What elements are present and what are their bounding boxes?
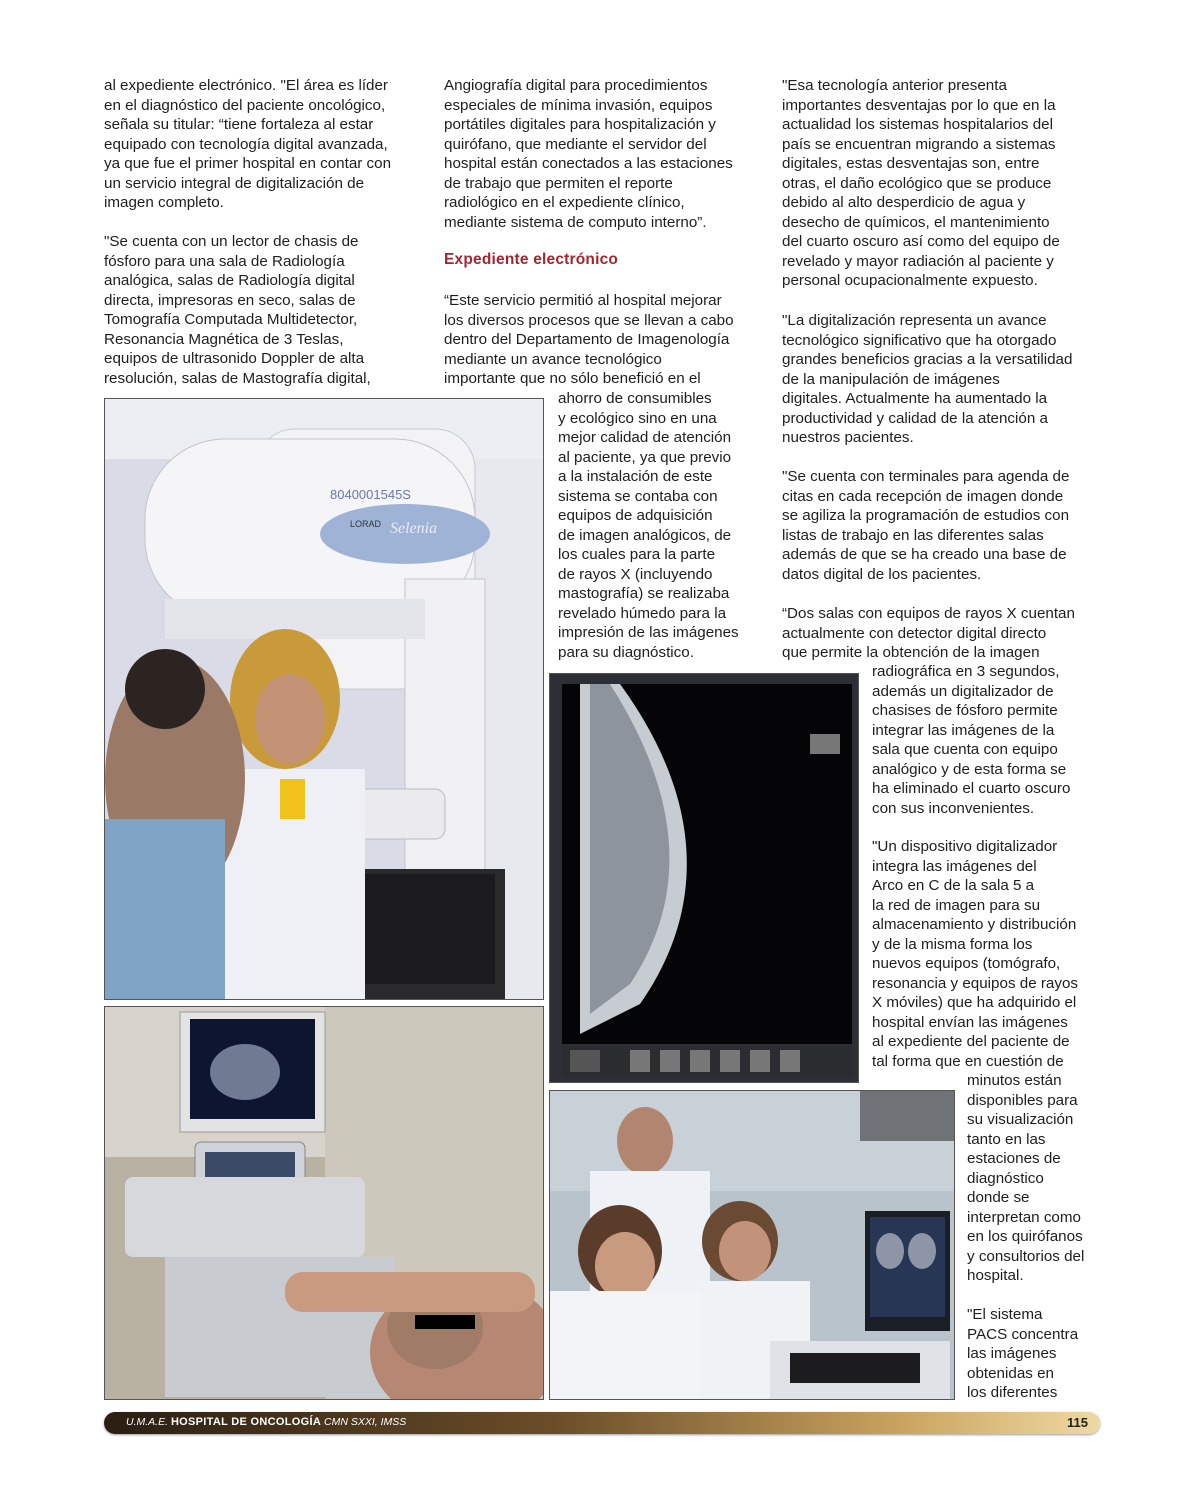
col1-paragraph-1: al expediente electrónico. "El área es líder en el diagnóstico del paciente oncológico, señala su titular: “tiene fortaleza al estar equipado con tecnología digital avanzada, ya que fue el primer hospital en contar con un servicio integral de digitalización de imagen completo. [104, 77, 392, 211]
col3-paragraph-5: "Un dispositivo digitalizador integra las imágenes del Arco en C de la sala 5 a la red de imagen para su almacenamiento y distribución y de la misma forma los nuevos equipos (tomógrafo, resonancia y equipos de rayos X móviles) que ha adquirido el hospital envían las imágenes al expediente del paciente de tal forma que en cuestión de [872, 838, 1079, 1070]
page-footer [104, 1412, 1100, 1434]
mammogram-monitor-photo [549, 673, 859, 1083]
col2-paragraph-2a: “Este servicio permitió al hospital mejorar los diversos procesos que se llevan a cabo dentro del Departamento de Imagenología mediante un avance tecnológico importante que no sólo benefició en el [444, 292, 734, 387]
col3-paragraph-6: "El sistema PACS concentra las imágenes obtenidas en los diferentes [967, 1306, 1079, 1401]
pacs-workstation-photo [549, 1090, 955, 1400]
col3-paragraph-1: "Esa tecnología anterior presenta importantes desventajas por lo que en la actualidad los sistemas hospitalarios del país se encuentran migrando a sistemas digitales, estas desventajas son, entre otras, el daño ecológico que se produce debido al alto desperdicio de agua y desecho de químicos, el mantenimiento del cuarto oscuro así como del equipo de revelado y mayor radiación al paciente y personal ocupacionalmente expuesto. [782, 77, 1060, 289]
page-number: 115 [1067, 1415, 1088, 1430]
footer-prefix: U.M.A.E. [126, 1416, 169, 1428]
col3-paragraph-2: "La digitalización representa un avance tecnológico significativo que ha otorgado grandes beneficios gracias a la versatilidad de la manipulación de imágenes digitales. Actualmente ha aumentado la productividad y calidad de la atención a nuestros pacientes. [782, 312, 1073, 446]
col2-paragraph-1: Angiografía digital para procedimientos especiales de mínima invasión, equipos portátiles digitales para hospitalización y quirófano, que mediante el servidor del hospital están conectados a las estaciones de trabajo que permiten el reporte radiológico en el expediente clínico, mediante sistema de computo interno”. [444, 77, 733, 231]
footer-title: HOSPITAL DE ONCOLOGÍA [170, 1416, 322, 1428]
ultrasound-photo [104, 1006, 544, 1400]
mammography-model: Selenia [390, 520, 438, 537]
section-heading: Expediente electrónico [444, 251, 619, 268]
col3-paragraph-4a: “Dos salas con equipos de rayos X cuentan actualmente con detector digital directo que permite la obtención de la imagen [782, 605, 1075, 661]
mammography-brand: LORAD [350, 519, 382, 529]
footer-suffix: CMN SXXI, IMSS [323, 1416, 407, 1428]
col3-paragraph-4b: radiográfica en 3 segundos, además un digitalizador de chasises de fósforo permite integrar las imágenes de la sala que cuenta con equipo analógico y de esta forma se ha eliminado el cuarto oscuro con sus inconvenientes. [872, 663, 1071, 817]
col2-paragraph-2b: ahorro de consumibles y ecológico sino en una mejor calidad de atención al paciente, ya que previo a la instalación de este sistema se contaba con equipos de adquisición de imagen analógicos, de los cuales para la parte de rayos X (incluyendo mastografía) se realizaba revelado húmedo para la impresión de las imágenes para su diagnóstico. [558, 390, 739, 661]
col3-paragraph-5b: minutos están disponibles para su visualización tanto en las estaciones de diagnóstico donde se interpretan como en los quirófanos y consultorios del hospital. [967, 1072, 1085, 1284]
footer-publication [126, 1416, 406, 1428]
mammography-serial: 8040001545S [330, 487, 411, 502]
mammography-photo [104, 398, 544, 1000]
col3-paragraph-3: "Se cuenta con terminales para agenda de citas en cada recepción de imagen donde se agiliza la programación de estudios con listas de trabajo en las diferentes salas además de que se ha creado una base de datos digital de los pacientes. [782, 468, 1070, 583]
col1-paragraph-2: "Se cuenta con un lector de chasis de fósforo para una sala de Radiología analógica, salas de Radiología digital directa, impresoras en seco, salas de Tomografía Computada Multidetector, Resonancia Magnética de 3 Teslas, equipos de ultrasonido Doppler de alta resolución, salas de Mastografía digital, [104, 233, 371, 387]
